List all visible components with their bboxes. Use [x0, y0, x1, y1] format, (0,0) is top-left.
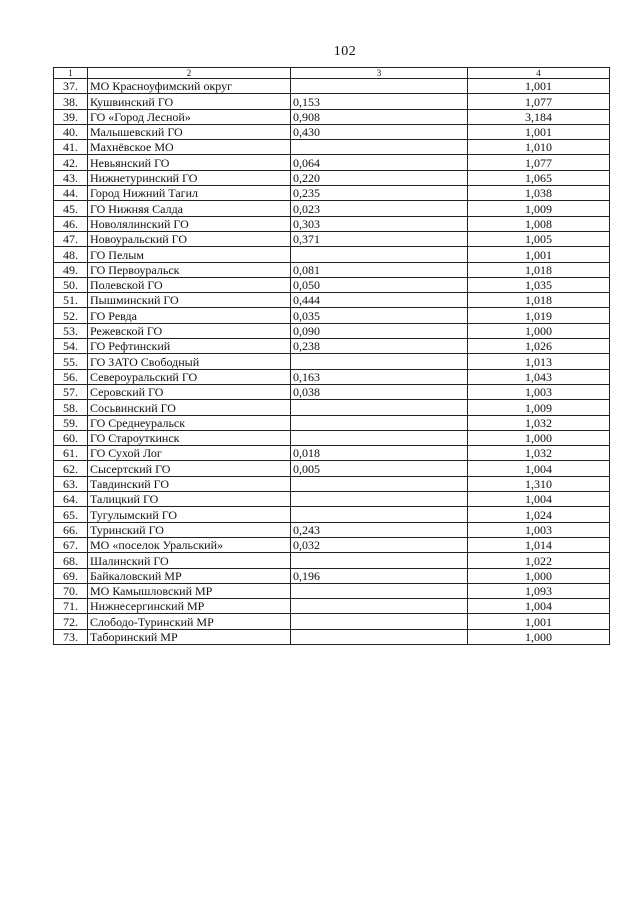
column-3-value-cell	[291, 614, 468, 629]
table-row	[54, 216, 610, 231]
column-4-value-cell: 1,077	[468, 155, 610, 170]
column-3-value-cell: 0,371	[291, 231, 468, 246]
column-3-value-cell: 0,444	[291, 293, 468, 308]
row-number-cell: 42.	[54, 155, 88, 170]
municipality-name-cell: Серовский ГО	[88, 384, 291, 399]
column-header: 3	[291, 68, 468, 79]
row-number-cell: 73.	[54, 629, 88, 644]
column-3-value-cell: 0,243	[291, 522, 468, 537]
column-3-value-cell	[291, 415, 468, 430]
column-3-value-cell: 0,018	[291, 446, 468, 461]
municipality-name-cell: Сысертский ГО	[88, 461, 291, 476]
column-4-value-cell: 1,014	[468, 537, 610, 552]
table-row	[54, 354, 610, 369]
municipality-name-cell: Новолялинский ГО	[88, 216, 291, 231]
municipality-name-cell: Слободо-Туринский МР	[88, 614, 291, 629]
column-4-value-cell: 1,004	[468, 492, 610, 507]
column-3-value-cell: 0,908	[291, 109, 468, 124]
table-row	[54, 277, 610, 292]
row-number-cell: 38.	[54, 94, 88, 109]
table-header-row	[54, 68, 610, 79]
column-header: 4	[468, 68, 610, 79]
row-number-cell: 37.	[54, 79, 88, 94]
row-number-cell: 47.	[54, 231, 88, 246]
table-row	[54, 124, 610, 139]
municipality-name-cell: Таборинский МР	[88, 629, 291, 644]
table-row	[54, 140, 610, 155]
column-4-value-cell: 1,009	[468, 201, 610, 216]
municipality-name-cell: Тавдинский ГО	[88, 476, 291, 491]
municipality-name-cell: Байкаловский МР	[88, 568, 291, 583]
column-4-value-cell: 1,001	[468, 247, 610, 262]
column-3-value-cell	[291, 629, 468, 644]
column-3-value-cell	[291, 599, 468, 614]
row-number-cell: 60.	[54, 430, 88, 445]
table-row	[54, 308, 610, 323]
column-4-value-cell: 1,004	[468, 599, 610, 614]
table-row	[54, 446, 610, 461]
column-3-value-cell	[291, 400, 468, 415]
column-4-value-cell: 1,026	[468, 339, 610, 354]
municipality-name-cell: ГО Староуткинск	[88, 430, 291, 445]
municipality-name-cell: ГО Ревда	[88, 308, 291, 323]
row-number-cell: 63.	[54, 476, 88, 491]
column-4-value-cell: 1,003	[468, 522, 610, 537]
column-3-value-cell: 0,035	[291, 308, 468, 323]
table-row	[54, 461, 610, 476]
table-row	[54, 109, 610, 124]
municipality-name-cell: МО Камышловский МР	[88, 583, 291, 598]
column-4-value-cell: 1,043	[468, 369, 610, 384]
column-4-value-cell: 1,018	[468, 262, 610, 277]
column-3-value-cell: 0,220	[291, 170, 468, 185]
row-number-cell: 70.	[54, 583, 88, 598]
table-row	[54, 369, 610, 384]
municipality-name-cell: Невьянский ГО	[88, 155, 291, 170]
column-3-value-cell	[291, 430, 468, 445]
table-row	[54, 492, 610, 507]
row-number-cell: 45.	[54, 201, 88, 216]
municipality-name-cell: Туринский ГО	[88, 522, 291, 537]
row-number-cell: 56.	[54, 369, 88, 384]
municipality-name-cell: МО «поселок Уральский»	[88, 537, 291, 552]
column-3-value-cell	[291, 553, 468, 568]
municipality-name-cell: Сосьвинский ГО	[88, 400, 291, 415]
row-number-cell: 67.	[54, 537, 88, 552]
table-row	[54, 507, 610, 522]
municipality-name-cell: Пышминский ГО	[88, 293, 291, 308]
municipality-name-cell: Североуральский ГО	[88, 369, 291, 384]
row-number-cell: 46.	[54, 216, 88, 231]
row-number-cell: 52.	[54, 308, 88, 323]
column-3-value-cell	[291, 354, 468, 369]
municipality-name-cell: Малышевский ГО	[88, 124, 291, 139]
column-header: 2	[88, 68, 291, 79]
data-table	[53, 67, 610, 645]
table-row	[54, 201, 610, 216]
row-number-cell: 61.	[54, 446, 88, 461]
row-number-cell: 44.	[54, 186, 88, 201]
column-3-value-cell: 0,032	[291, 537, 468, 552]
row-number-cell: 66.	[54, 522, 88, 537]
municipality-name-cell: Нижнетуринский ГО	[88, 170, 291, 185]
row-number-cell: 71.	[54, 599, 88, 614]
column-4-value-cell: 1,038	[468, 186, 610, 201]
column-4-value-cell: 1,009	[468, 400, 610, 415]
row-number-cell: 41.	[54, 140, 88, 155]
table-row	[54, 293, 610, 308]
municipality-name-cell: ГО Нижняя Салда	[88, 201, 291, 216]
table-row	[54, 599, 610, 614]
column-3-value-cell	[291, 507, 468, 522]
table-row	[54, 400, 610, 415]
column-4-value-cell: 3,184	[468, 109, 610, 124]
column-3-value-cell: 0,038	[291, 384, 468, 399]
table-row	[54, 522, 610, 537]
row-number-cell: 49.	[54, 262, 88, 277]
table-row	[54, 384, 610, 399]
municipality-name-cell: Шалинский ГО	[88, 553, 291, 568]
municipality-name-cell: Город Нижний Тагил	[88, 186, 291, 201]
municipality-name-cell: Режевской ГО	[88, 323, 291, 338]
column-3-value-cell: 0,238	[291, 339, 468, 354]
row-number-cell: 43.	[54, 170, 88, 185]
row-number-cell: 54.	[54, 339, 88, 354]
column-4-value-cell: 1,001	[468, 79, 610, 94]
table-row	[54, 247, 610, 262]
municipality-name-cell: Махнёвское МО	[88, 140, 291, 155]
municipality-name-cell: ГО «Город Лесной»	[88, 109, 291, 124]
column-4-value-cell: 1,000	[468, 629, 610, 644]
row-number-cell: 62.	[54, 461, 88, 476]
row-number-cell: 57.	[54, 384, 88, 399]
column-4-value-cell: 1,032	[468, 446, 610, 461]
page-number: 102	[333, 44, 357, 59]
municipality-name-cell: Талицкий ГО	[88, 492, 291, 507]
column-header: 1	[54, 68, 88, 79]
column-4-value-cell: 1,018	[468, 293, 610, 308]
column-3-value-cell: 0,196	[291, 568, 468, 583]
table-row	[54, 170, 610, 185]
column-4-value-cell: 1,000	[468, 430, 610, 445]
municipality-name-cell: ГО Среднеуральск	[88, 415, 291, 430]
table-row	[54, 583, 610, 598]
municipality-name-cell: ГО Сухой Лог	[88, 446, 291, 461]
table-row	[54, 415, 610, 430]
row-number-cell: 59.	[54, 415, 88, 430]
column-4-value-cell: 1,024	[468, 507, 610, 522]
row-number-cell: 53.	[54, 323, 88, 338]
municipality-name-cell: ГО Первоуральск	[88, 262, 291, 277]
row-number-cell: 39.	[54, 109, 88, 124]
column-3-value-cell: 0,064	[291, 155, 468, 170]
municipality-name-cell: Нижнесергинский МР	[88, 599, 291, 614]
table-row	[54, 186, 610, 201]
table-row	[54, 231, 610, 246]
column-4-value-cell: 1,008	[468, 216, 610, 231]
column-3-value-cell	[291, 247, 468, 262]
table-row	[54, 323, 610, 338]
table-row	[54, 614, 610, 629]
column-3-value-cell	[291, 476, 468, 491]
column-3-value-cell: 0,023	[291, 201, 468, 216]
table-body	[54, 68, 610, 645]
row-number-cell: 72.	[54, 614, 88, 629]
column-4-value-cell: 1,035	[468, 277, 610, 292]
municipality-name-cell: ГО ЗАТО Свободный	[88, 354, 291, 369]
row-number-cell: 69.	[54, 568, 88, 583]
row-number-cell: 55.	[54, 354, 88, 369]
table-row	[54, 94, 610, 109]
column-4-value-cell: 1,000	[468, 323, 610, 338]
table-row	[54, 476, 610, 491]
column-4-value-cell: 1,077	[468, 94, 610, 109]
column-3-value-cell: 0,163	[291, 369, 468, 384]
column-4-value-cell: 1,004	[468, 461, 610, 476]
column-4-value-cell: 1,093	[468, 583, 610, 598]
table-row	[54, 79, 610, 94]
row-number-cell: 50.	[54, 277, 88, 292]
column-3-value-cell	[291, 140, 468, 155]
column-4-value-cell: 1,022	[468, 553, 610, 568]
column-3-value-cell: 0,005	[291, 461, 468, 476]
column-3-value-cell	[291, 79, 468, 94]
column-4-value-cell: 1,000	[468, 568, 610, 583]
row-number-cell: 51.	[54, 293, 88, 308]
column-4-value-cell: 1,005	[468, 231, 610, 246]
municipality-name-cell: Новоуральский ГО	[88, 231, 291, 246]
column-4-value-cell: 1,019	[468, 308, 610, 323]
table-row	[54, 629, 610, 644]
table-row	[54, 155, 610, 170]
table-row	[54, 568, 610, 583]
table-row	[54, 430, 610, 445]
row-number-cell: 48.	[54, 247, 88, 262]
municipality-name-cell: Кушвинский ГО	[88, 94, 291, 109]
column-4-value-cell: 1,310	[468, 476, 610, 491]
column-4-value-cell: 1,065	[468, 170, 610, 185]
column-3-value-cell: 0,050	[291, 277, 468, 292]
row-number-cell: 58.	[54, 400, 88, 415]
column-3-value-cell: 0,303	[291, 216, 468, 231]
column-3-value-cell: 0,235	[291, 186, 468, 201]
table-row	[54, 262, 610, 277]
row-number-cell: 64.	[54, 492, 88, 507]
column-3-value-cell: 0,153	[291, 94, 468, 109]
municipality-name-cell: Тугулымский ГО	[88, 507, 291, 522]
column-4-value-cell: 1,003	[468, 384, 610, 399]
column-3-value-cell: 0,430	[291, 124, 468, 139]
column-3-value-cell: 0,081	[291, 262, 468, 277]
municipality-name-cell: МО Красноуфимский округ	[88, 79, 291, 94]
row-number-cell: 68.	[54, 553, 88, 568]
column-4-value-cell: 1,032	[468, 415, 610, 430]
column-3-value-cell: 0,090	[291, 323, 468, 338]
column-3-value-cell	[291, 492, 468, 507]
column-3-value-cell	[291, 583, 468, 598]
municipality-name-cell: Полевской ГО	[88, 277, 291, 292]
municipality-name-cell: ГО Пелым	[88, 247, 291, 262]
table-row	[54, 339, 610, 354]
column-4-value-cell: 1,001	[468, 124, 610, 139]
row-number-cell: 40.	[54, 124, 88, 139]
table-row	[54, 537, 610, 552]
column-4-value-cell: 1,013	[468, 354, 610, 369]
column-4-value-cell: 1,001	[468, 614, 610, 629]
row-number-cell: 65.	[54, 507, 88, 522]
municipality-name-cell: ГО Рефтинский	[88, 339, 291, 354]
column-4-value-cell: 1,010	[468, 140, 610, 155]
table-row	[54, 553, 610, 568]
